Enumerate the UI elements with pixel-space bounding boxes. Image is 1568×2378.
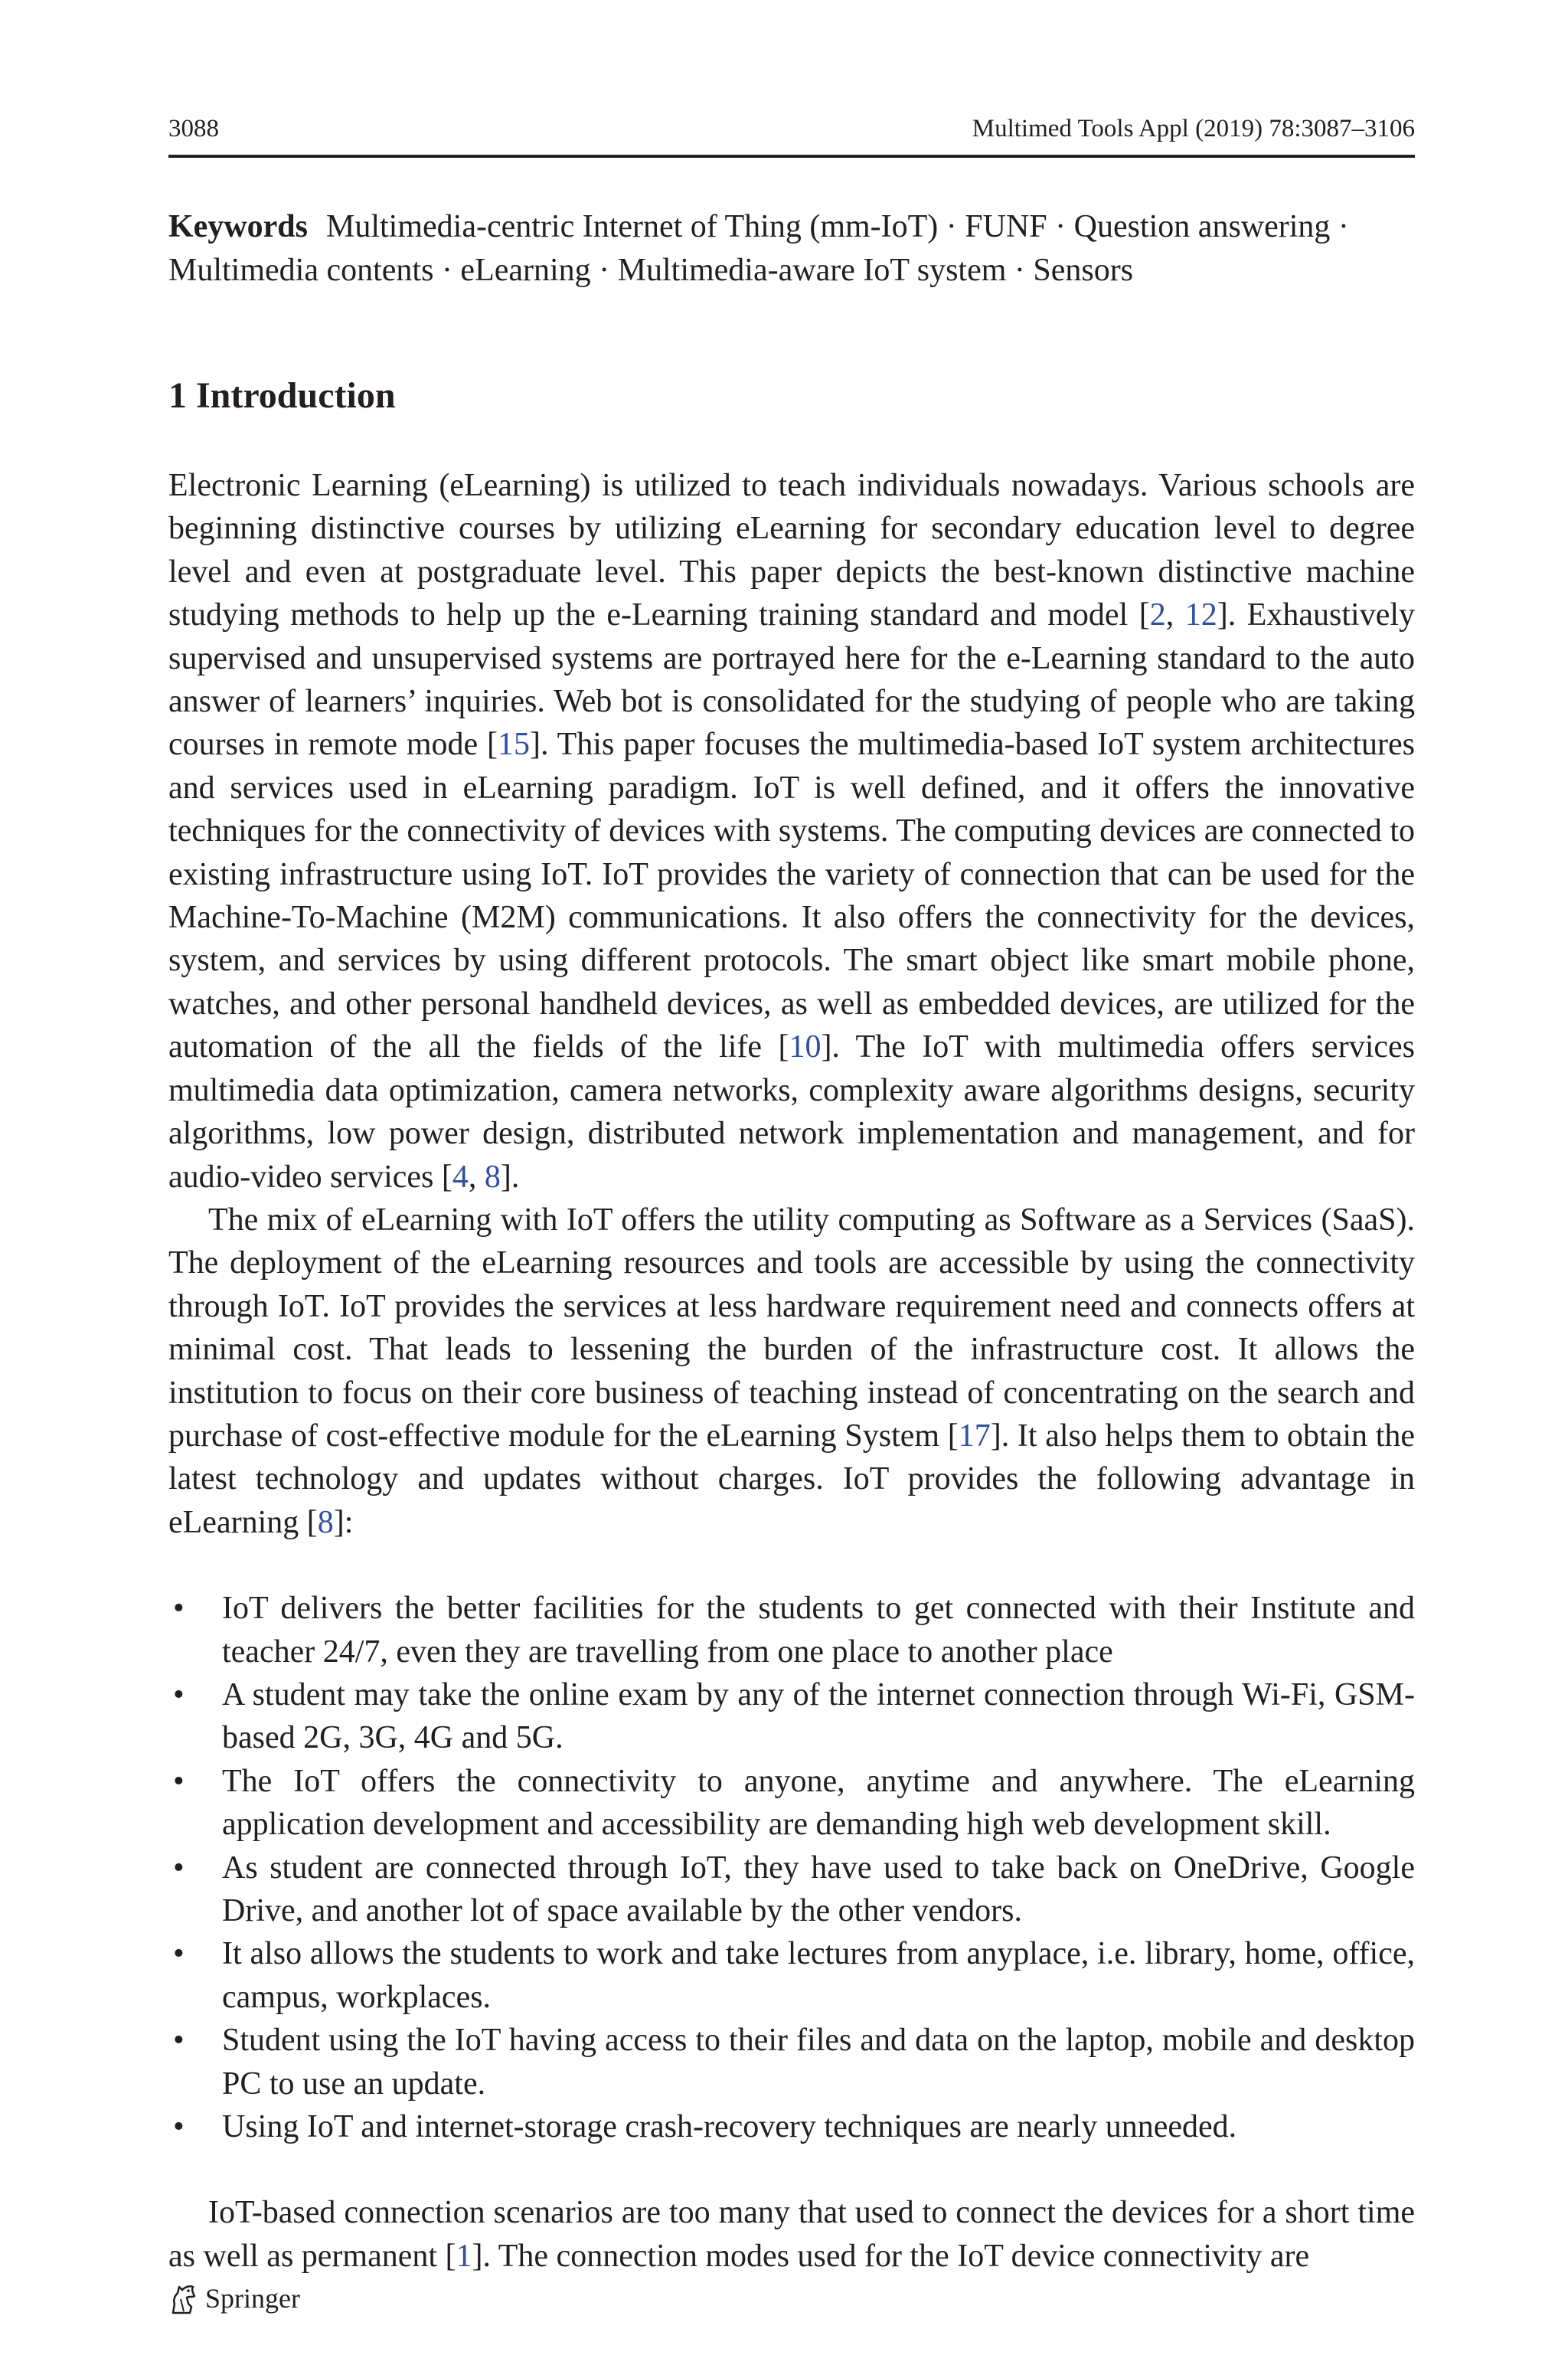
citation-link[interactable]: 8 bbox=[317, 1504, 334, 1540]
section-heading: 1 Introduction bbox=[168, 375, 396, 416]
citation-link[interactable]: 8 bbox=[484, 1159, 501, 1195]
bullet-marker: • bbox=[173, 2023, 185, 2059]
bullet-marker: • bbox=[173, 1676, 185, 1712]
list-item: • As student are connected through IoT, they have used to take back on OneDrive, Google Drive, and another lot of space available by the other vendors. bbox=[168, 1846, 1415, 1933]
list-item: • The IoT offers the connectivity to anyone, anytime and anywhere. The eLearning application development and accessibility are demanding high web development skill. bbox=[168, 1760, 1415, 1846]
publisher-name: Springer bbox=[205, 2283, 300, 2314]
bullet-marker: • bbox=[173, 1850, 185, 1886]
citation-link[interactable]: 15 bbox=[498, 727, 531, 763]
page-number: 3088 bbox=[168, 115, 219, 142]
citation-link[interactable]: 4 bbox=[452, 1159, 469, 1195]
citation-link[interactable]: 12 bbox=[1184, 597, 1217, 633]
publisher-footer bbox=[168, 2281, 300, 2316]
citation-link[interactable]: 17 bbox=[958, 1418, 991, 1454]
springer-horse-icon bbox=[168, 2281, 199, 2316]
citation-link[interactable]: 1 bbox=[456, 2238, 472, 2274]
list-item: • A student may take the online exam by any of the internet connection through Wi-Fi, GSM-based 2G, 3G, 4G and 5G. bbox=[168, 1673, 1415, 1760]
bullet-marker: • bbox=[173, 1591, 185, 1627]
body-text bbox=[168, 464, 1415, 2278]
paragraph-1: Electronic Learning (eLearning) is utilized to teach individuals nowadays. Various schools are beginning distinctive courses by utilizing eLearning for secondary education level to degree level and even at postgraduate level. This paper depicts the best-known distinctive machine studying methods to help up the e-Learning training standard and model [2, 12]. Exhaustively supervised and unsupervised systems are portrayed here for the e-Learning standard to the auto answer of learners’ inquiries. Web bot is consolidated for the studying of people who are taking courses in remote mode [15]. This paper focuses the multimedia-based IoT system architectures and services used in eLearning paradigm. IoT is well defined, and it offers the innovative techniques for the connectivity of devices with systems. The computing devices are connected to existing infrastructure using IoT. IoT provides the variety of connection that can be used for the Machine-To-Machine (M2M) communications. It also offers the connectivity for the devices, system, and services by using different protocols. The smart object like smart mobile phone, watches, and other personal handheld devices, as well as embedded devices, are utilized for the automation of the all the fields of the life [10]. The IoT with multimedia offers services multimedia data optimization, camera networks, complexity aware algorithms designs, security algorithms, low power design, distributed network implementation and management, and for audio-video services [4, 8]. bbox=[168, 468, 1416, 1195]
bullet-marker: • bbox=[173, 1763, 185, 1799]
list-item: • IoT delivers the better facilities for the students to get connected with their Institute and teacher 24/7, even they are travelling from one place to another place bbox=[168, 1587, 1415, 1673]
citation-link[interactable]: 10 bbox=[789, 1029, 822, 1065]
list-item: • Student using the IoT having access to their files and data on the laptop, mobile and desktop PC to use an update. bbox=[168, 2019, 1415, 2105]
journal-citation: Multimed Tools Appl (2019) 78:3087–3106 bbox=[972, 115, 1415, 142]
advantages-list bbox=[168, 1587, 1415, 2148]
bullet-marker: • bbox=[173, 1936, 185, 1972]
citation-link[interactable]: 2 bbox=[1149, 597, 1166, 633]
keywords-label: Keywords bbox=[168, 209, 308, 244]
paragraph-2: The mix of eLearning with IoT offers the utility computing as Software as a Services (SaaS). The deployment of the eLearning resources and tools are accessible by using the connectivity through IoT. IoT provides the services at less hardware requirement need and connects offers at minimal cost. That leads to lessening the burden of the infrastructure cost. It allows the institution to focus on their core business of teaching instead of concentrating on the search and purchase of cost-effective module for the eLearning System [17]. It also helps them to obtain the latest technology and updates without charges. IoT provides the following advantage in eLearning [8]: bbox=[168, 1202, 1416, 1540]
paragraph-3: IoT-based connection scenarios are too many that used to connect the devices for a short time as well as permanent [1]. The connection modes used for the IoT device connectivity are bbox=[168, 2195, 1415, 2274]
running-header bbox=[168, 113, 1415, 158]
keywords-text: Multimedia-centric Internet of Thing (mm-IoT) · FUNF · Question answering · Multimedia contents · eLearning · Multimedia-aware IoT system · Sensors bbox=[168, 209, 1349, 288]
list-item: • Using IoT and internet-storage crash-recovery techniques are nearly unneeded. bbox=[168, 2105, 1415, 2148]
list-item: • It also allows the students to work and take lectures from anyplace, i.e. library, home, office, campus, workplaces. bbox=[168, 1932, 1415, 2019]
keywords-block bbox=[168, 205, 1415, 293]
bullet-marker: • bbox=[173, 2109, 185, 2145]
